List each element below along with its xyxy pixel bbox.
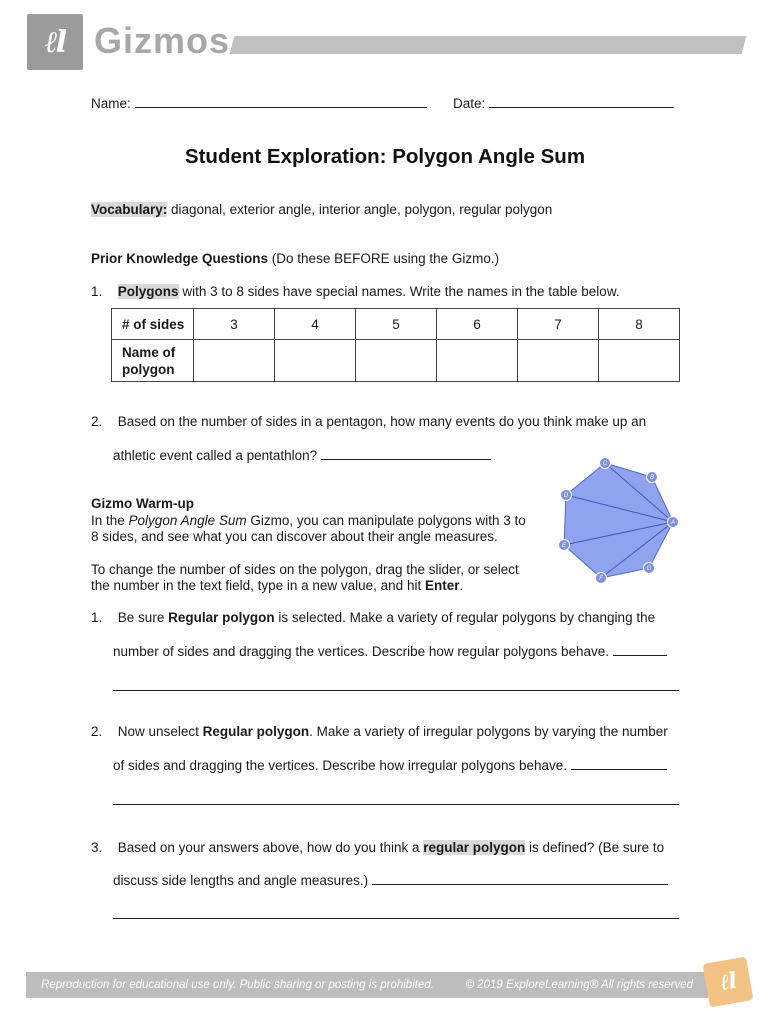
vertex-label: F [599, 576, 603, 582]
text: is defined? (Be sure to [529, 840, 665, 855]
vertex-label: D [563, 493, 569, 499]
prior-q2-answer [113, 447, 491, 464]
warmup-heading: Gizmo Warm-up [91, 496, 194, 511]
name-field[interactable] [91, 95, 427, 112]
text: Be sure [117, 610, 165, 625]
regular-polygon-term: Regular polygon [168, 610, 275, 625]
warmup-p1-line2: 8 sides, and see what you can discover about their angle measures. [91, 529, 498, 544]
sides-cell: 7 [518, 309, 599, 340]
regular-polygon-term: regular polygon [423, 840, 526, 855]
enter-key: Enter [424, 578, 460, 593]
name-label: Name: [91, 96, 131, 111]
warmup-q1 [91, 610, 655, 626]
answer-cell[interactable] [356, 340, 437, 382]
pentathlon-blank[interactable] [321, 447, 491, 460]
q-number: 2. [91, 724, 103, 739]
header-bar [230, 36, 747, 54]
text: the number in the text field, type in a new value, and hit [91, 578, 422, 593]
warmup-p1-line1 [91, 513, 526, 529]
table-row [112, 340, 680, 382]
vocabulary-terms: diagonal, exterior angle, interior angle, polygon, regular polygon [171, 202, 553, 217]
gizmos-logo [27, 14, 83, 70]
prior-q2-line1: Based on the number of sides in a pentagon, how many events do you think make up an [117, 414, 647, 429]
warmup-q3 [91, 840, 664, 856]
regular-polygon-term: Regular polygon [202, 724, 310, 739]
vocabulary [91, 202, 552, 218]
brand-name: Gizmos [94, 20, 231, 61]
name-header-line1: Name of [122, 344, 176, 360]
prior-heading-text: Prior Knowledge Questions [91, 251, 269, 266]
vertex-label: B [649, 475, 655, 481]
date-label: Date: [453, 96, 486, 111]
gizmo-name: Polygon Angle Sum [128, 513, 247, 528]
explorelearning-logo [703, 957, 754, 1008]
warmup-p2-line1: To change the number of sides on the polygon, drag the slider, or select [91, 562, 519, 577]
answer-cell[interactable] [437, 340, 518, 382]
prior-note: (Do these BEFORE using the Gizmo.) [271, 251, 500, 266]
warmup-q2 [91, 724, 668, 740]
text: discuss side lengths and angle measures.) [113, 873, 369, 888]
name-header [112, 340, 194, 382]
logo-glyph: ℓl [44, 24, 66, 60]
answer-blank[interactable] [571, 757, 667, 770]
polygon-names-table [111, 308, 680, 382]
date-field[interactable] [453, 95, 674, 112]
name-blank[interactable] [135, 95, 427, 108]
answer-line[interactable] [113, 804, 679, 805]
text: In the [91, 513, 125, 528]
text: is selected. Make a variety of regular polygons by changing the [278, 610, 656, 625]
sides-cell: 4 [275, 309, 356, 340]
footer-logo-glyph: ℓl [717, 967, 739, 997]
sides-header: # of sides [112, 309, 194, 340]
q-number: 1. [91, 610, 103, 625]
prior-q2 [91, 414, 646, 430]
warmup-p2-line2 [91, 578, 463, 594]
vertex-label: E [561, 543, 567, 549]
prior-q2-line2: athletic event called a pentathlon? [113, 448, 318, 463]
text: Gizmo, you can manipulate polygons with 3 to [250, 513, 526, 528]
page-title: Student Exploration: Polygon Angle Sum [184, 145, 586, 168]
q-number: 1. [91, 284, 103, 299]
name-header-line2: polygon [122, 361, 175, 377]
warmup-q1-line2 [113, 643, 667, 660]
prior-q1 [91, 284, 620, 300]
vertex-label: C [602, 461, 608, 467]
vocabulary-label: Vocabulary: [91, 202, 168, 217]
answer-cell[interactable] [275, 340, 356, 382]
answer-cell[interactable] [599, 340, 680, 382]
text: . Make a variety of irregular polygons by varying the number [309, 724, 668, 739]
text: . [459, 578, 464, 593]
prior-q1-text: with 3 to 8 sides have special names. Write the names in the table below. [182, 284, 620, 299]
footer-bar [26, 972, 708, 998]
sides-cell: 6 [437, 309, 518, 340]
footer-notice: Reproduction for educational use only. Public sharing or posting is prohibited. [41, 979, 434, 991]
answer-line[interactable] [113, 690, 679, 691]
prior-knowledge-heading [91, 251, 499, 267]
q-number: 2. [91, 414, 103, 429]
warmup-q2-line2 [113, 757, 667, 774]
sides-cell: 8 [599, 309, 680, 340]
sides-cell: 3 [194, 309, 275, 340]
vertex-label: A [670, 520, 676, 526]
answer-cell[interactable] [518, 340, 599, 382]
warmup-q3-line2 [113, 872, 668, 889]
answer-blank[interactable] [613, 643, 667, 656]
sides-cell: 5 [356, 309, 437, 340]
footer-copyright: © 2019 ExploreLearning® All rights reserved [465, 979, 693, 991]
text: of sides and dragging the vertices. Describe how irregular polygons behave. [113, 758, 568, 773]
table-row [112, 309, 680, 340]
answer-cell[interactable] [194, 340, 275, 382]
polygons-term: Polygons [117, 284, 179, 299]
vertex-label: G [646, 566, 652, 572]
q-number: 3. [91, 840, 103, 855]
answer-blank[interactable] [372, 872, 668, 885]
text: Based on your answers above, how do you think a [117, 840, 420, 855]
date-blank[interactable] [489, 95, 674, 108]
text: number of sides and dragging the vertices. Describe how regular polygons behave. [113, 644, 610, 659]
answer-line[interactable] [113, 918, 679, 919]
text: Now unselect [117, 724, 199, 739]
polygon-figure [552, 455, 684, 587]
